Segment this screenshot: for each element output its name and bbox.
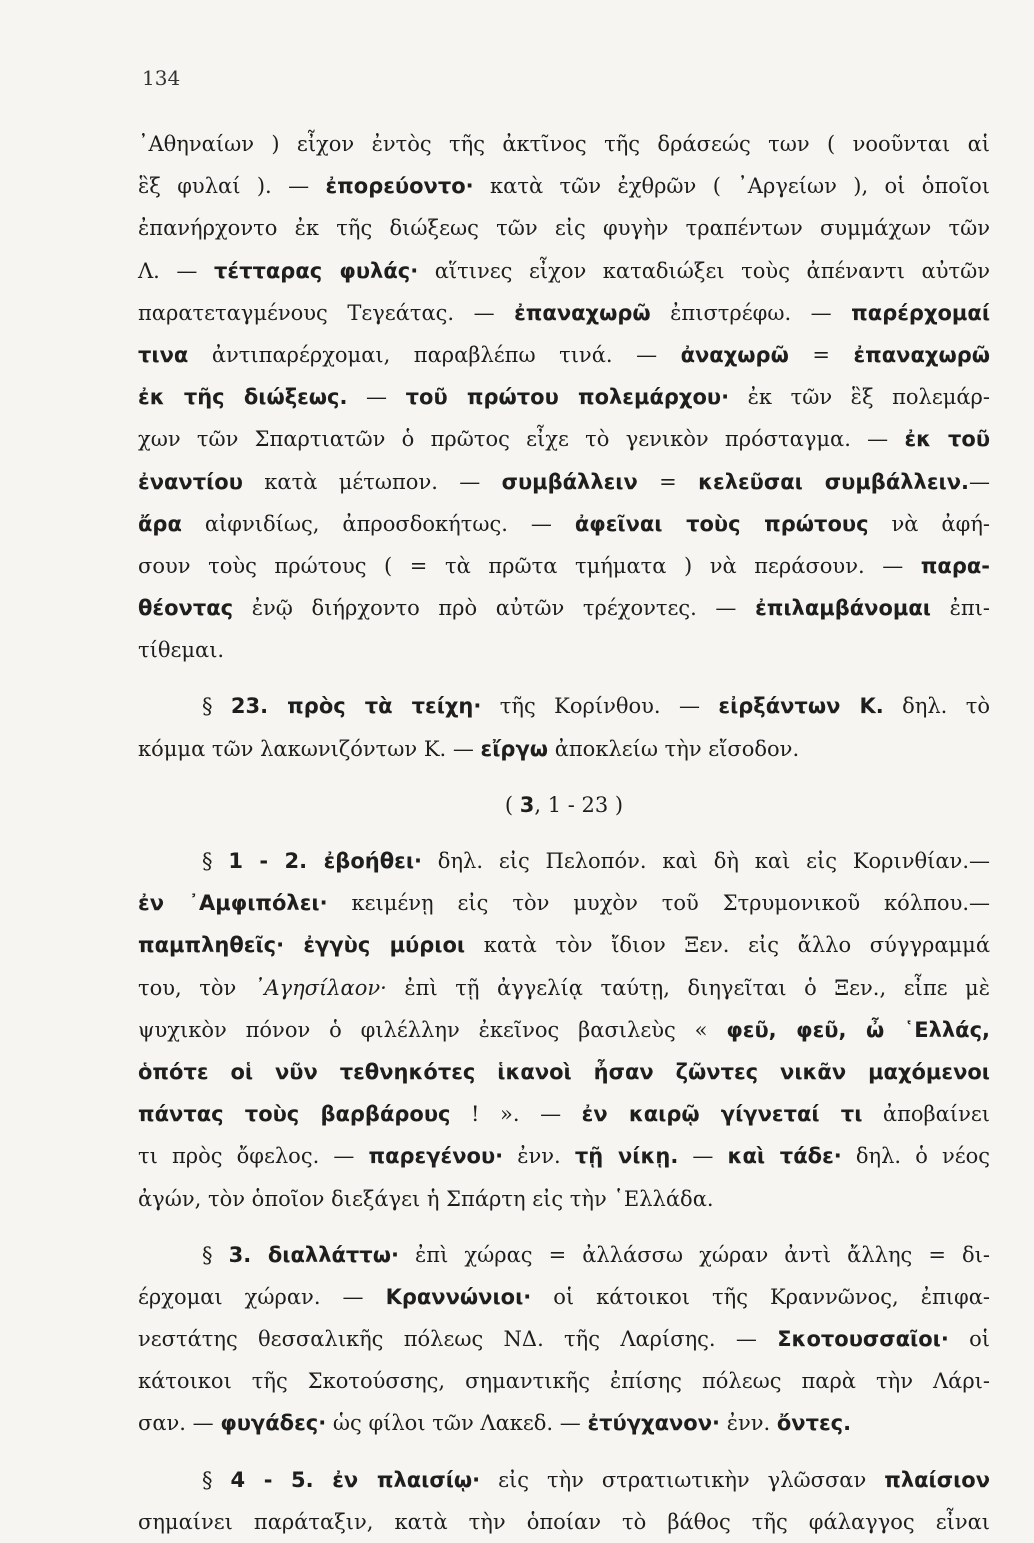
text-line: ἄρα αἰφνιδίως, ἀπροσδοκήτως. — ἀφεῖναι τοὺς πρώτους νὰ ἀφή- [138, 511, 990, 536]
text-line: § 3. διαλλάττω· ἐπὶ χώρας = ἀλλάσσω χώραν ἀντὶ ἄλλης = δι- [202, 1242, 990, 1267]
text-line: ἐναντίου κατὰ μέτωπον. — συμβάλλειν = κελεῦσαι συμβάλλειν.— [138, 469, 990, 494]
text-line: ἐπανήρχοντο ἐκ τῆς διώξεως τῶν εἰς φυγὴν τραπέντων συμμάχων τῶν [138, 216, 990, 241]
paragraph-block-5 [138, 1459, 990, 1543]
paragraph-gap [138, 770, 990, 784]
text-line: ἐν ᾿Αμφιπόλει· κειμένῃ εἰς τὸν μυχὸν τοῦ Στρυμονικοῦ κόλπου.— [138, 891, 991, 916]
paragraph-block-4 [138, 1234, 990, 1445]
text-line: έρχομαι χώραν. — Κραννώνιοι· οἱ κάτοικοι τῆς Κραννῶνος, ἐπιφα- [138, 1284, 991, 1309]
text-line: νεστάτης θεσσαλικῆς πόλεως ΝΔ. τῆς Λαρίσης. — Σκοτουσσαῖοι· οἱ [138, 1327, 990, 1352]
text-line: ἓξ φυλαί ). — ἐπορεύοντο· κατὰ τῶν ἐχθρῶν ( ᾿Αργείων ), οἱ ὁποῖοι [138, 174, 990, 199]
text-line: σημαίνει παράταξιν, κατὰ τὴν ὁποίαν τὸ βάθος τῆς φάλαγγος εἶναι [138, 1509, 990, 1534]
text-line: § 1 - 2. ἐβοήθει· δηλ. εἰς Πελοπόν. καὶ δὴ καὶ εἰς Κορινθίαν.— [202, 849, 990, 873]
text-line: ὁπότε οἱ νῦν τεθνηκότες ἱκανοὶ ἦσαν ζῶντες νικᾶν μαχόμενοι [138, 1059, 990, 1084]
text-line: ψυχικὸν πόνον ὁ φιλέλλην ἐκεῖνος βασιλεὺς « φεῦ, φεῦ, ὦ ῾Ελλάς, [138, 1017, 990, 1042]
text-line: κόμμα τῶν λακωνιζόντων Κ. — εἴργω ἀποκλείω τὴν εἴσοδον. [138, 736, 800, 761]
paragraph-block-3 [138, 840, 990, 1220]
text-line: ᾿Αθηναίων ) εἶχον ἐντὸς τῆς ἀκτῖνος τῆς δράσεώς των ( νοοῦνται αἱ [138, 132, 990, 156]
text-line: παρατεταγμένους Τεγεάτας. — ἐπαναχωρῶ ἐπιστρέφω. — παρέρχομαί [138, 300, 990, 325]
page-number: 134 [142, 66, 181, 90]
text-line: παμπληθεῖς· ἐγγὺς μύριοι κατὰ τὸν ἴδιον Ξεν. εἰς ἄλλο σύγγραμμά [138, 933, 991, 958]
text-line: πάντας τοὺς βαρβάρους ! ». — ἐν καιρῷ γίγνεταί τι ἀποβαίνει [138, 1102, 990, 1127]
text-line: κάτοικοι τῆς Σκοτούσσης, σημαντικῆς ἐπίσης πόλεως παρὰ τὴν Λάρι- [138, 1369, 990, 1394]
text-line: ἀγών, τὸν ὁποῖον διεξάγει ἡ Σπάρτη εἰς τὴν ῾Ελλάδα. [138, 1186, 714, 1211]
text-line: σουν τοὺς πρώτους ( = τὰ πρῶτα τμήματα ) νὰ περάσουν. — παρα- [138, 553, 990, 578]
text-line: Λ. — τέτταρας φυλάς· αἵτινες εἶχον καταδιώξει τοὺς ἀπέναντι αὐτῶν [138, 258, 990, 283]
commentary-text [138, 123, 990, 1543]
text-line: τινα ἀντιπαρέρχομαι, παραβλέπω τινά. — ἀναχωρῶ = ἐπαναχωρῶ [138, 342, 990, 367]
text-line: § 23. πρὸς τὰ τείχη· τῆς Κορίνθου. — εἰρξάντων Κ. δηλ. τὸ [202, 694, 990, 719]
paragraph-gap [138, 671, 990, 685]
text-line: ἐκ τῆς διώξεως. — τοῦ πρώτου πολεμάρχου· ἐκ τῶν ἓξ πολεμάρ- [138, 385, 990, 410]
text-line: τι πρὸς ὄφελος. — παρεγένου· ἐνν. τῇ νίκῃ. — καὶ τάδε· δηλ. ὁ νέος [138, 1144, 990, 1169]
text-line: § 4 - 5. ἐν πλαισίῳ· εἰς τὴν στρατιωτικὴν γλῶσσαν πλαίσιον [202, 1467, 990, 1492]
text-line: τίθεμαι. [138, 638, 225, 663]
text-line: χων τῶν Σπαρτιατῶν ὁ πρῶτος εἶχε τὸ γενικὸν πρόσταγμα. — ἐκ τοῦ [138, 427, 990, 452]
paragraph-gap [138, 826, 990, 840]
text-line: του, τὸν ᾿Αγησίλαον· ἐπὶ τῇ ἀγγελίᾳ ταύτῃ, διηγεῖται ὁ Ξεν., εἶπε μὲ [138, 975, 990, 1000]
paragraph-gap [138, 1445, 990, 1459]
paragraph-block-2 [138, 685, 990, 769]
text-line: θέοντας ἐνῷ διήρχοντο πρὸ αὐτῶν τρέχοντες. — ἐπιλαμβάνομαι ἐπι- [138, 596, 990, 621]
paragraph-block-1 [138, 123, 990, 671]
paragraph-gap [138, 1220, 990, 1234]
text-line: σαν. — φυγάδες· ὡς φίλοι τῶν Λακεδ. — ἐτύγχανον· ἐνν. ὄντες. [138, 1411, 852, 1436]
section-heading: ( 3, 1 - 23 ) [504, 792, 624, 817]
